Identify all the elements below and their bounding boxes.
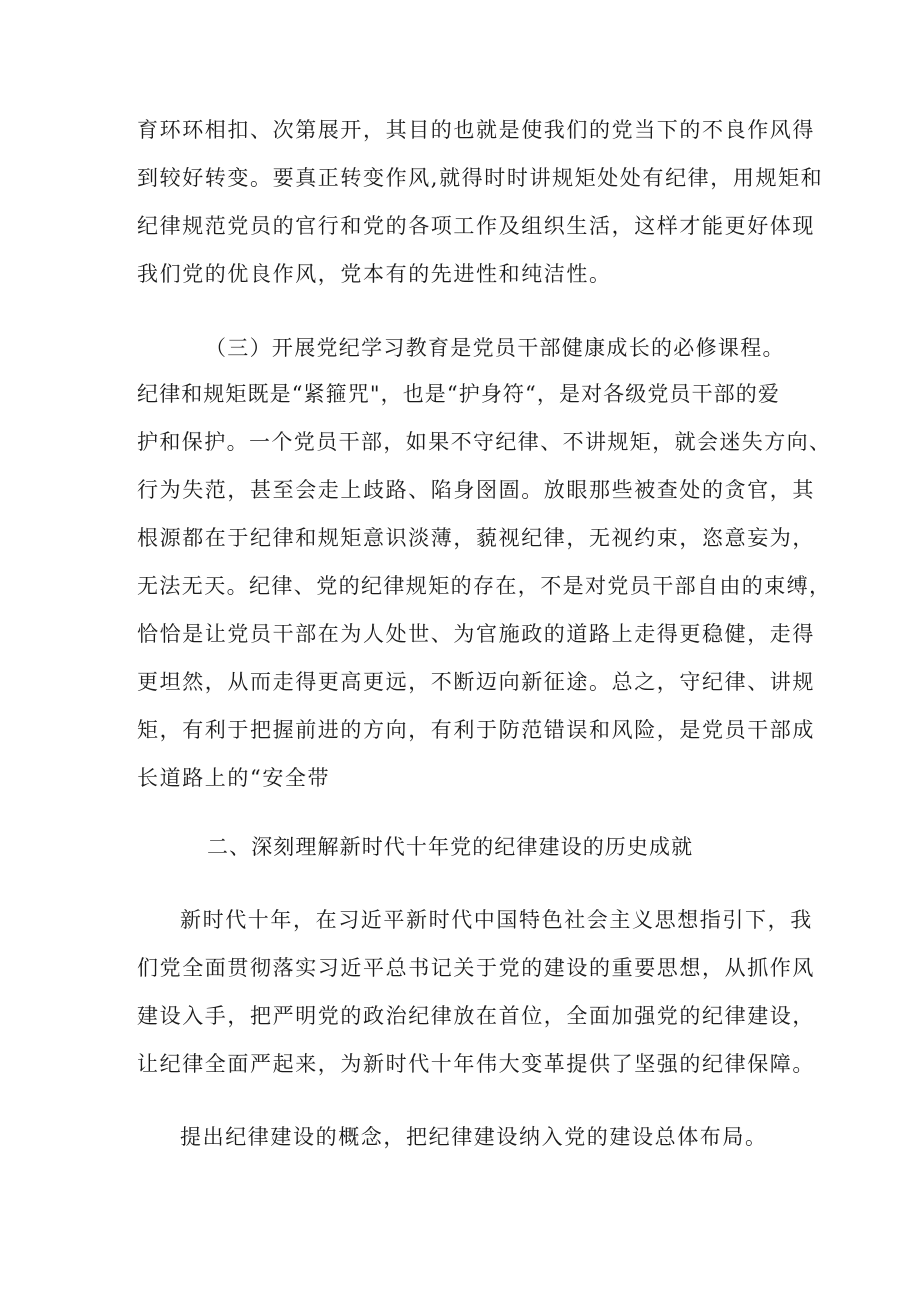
paragraph-1-line-1: 育环环相扣、次第展开，其目的也就是使我们的党当下的不良作风得	[137, 118, 815, 142]
paragraph-2-line-2: 纪律和规矩既是“紧箍咒"，也是“护身符“，是对各级党员干部的爱	[137, 382, 780, 406]
section-heading: 二、深刻理解新时代十年党的纪律建设的历史成就	[207, 835, 694, 859]
paragraph-3-line-4: 让纪律全面严起来，为新时代十年伟大变革提供了坚强的纪律保障。	[137, 1052, 815, 1076]
paragraph-2-line-5: 根源都在于纪律和规矩意识淡薄，藐视纪律，无视约束，恣意妄为，	[137, 526, 815, 550]
paragraph-3-line-2: 们党全面贯彻落实习近平总书记关于党的建设的重要思想，从抓作风	[137, 956, 815, 980]
paragraph-2-line-4: 行为失范，甚至会走上歧路、陷身囹圄。放眼那些被查处的贪官，其	[137, 478, 815, 502]
paragraph-2-line-10: 长道路上的“安全带	[137, 766, 331, 790]
paragraph-1-line-3: 纪律规范党员的官行和党的各项工作及组织生活，这样才能更好体现	[137, 214, 815, 238]
paragraph-2-line-8: 更坦然，从而走得更高更远，不断迈向新征途。总之，守纪律、讲规	[137, 670, 815, 694]
paragraph-2-line-7: 恰恰是让党员干部在为人处世、为官施政的道路上走得更稳健，走得	[137, 622, 815, 646]
paragraph-2-line-6: 无法无天。纪律、党的纪律规矩的存在，不是对党员干部自由的束缚，	[137, 574, 832, 598]
paragraph-3-line-1: 新时代十年，在习近平新时代中国特色社会主义思想指引下，我	[180, 908, 813, 932]
paragraph-2-subheading: （三）开展党纪学习教育是党员干部健康成长的必修课程。	[205, 336, 785, 360]
paragraph-1-line-2: 到较好转变。要真正转变作风,就得时时讲规矩处处有纪律，用规矩和	[137, 166, 824, 190]
paragraph-2-line-3: 护和保护。一个党员干部，如果不守纪律、不讲规矩，就会迷失方向、	[137, 430, 832, 454]
paragraph-4-line-1: 提出纪律建设的概念，把纪律建设纳入党的建设总体布局。	[180, 1125, 768, 1149]
paragraph-3-line-3: 建设入手，把严明党的政治纪律放在首位，全面加强党的纪律建设，	[137, 1004, 815, 1028]
paragraph-2-line-9: 矩，有利于把握前进的方向，有利于防范错误和风险，是党员干部成	[137, 718, 815, 742]
paragraph-1-line-4: 我们党的优良作风，党本有的先进性和纯洁性。	[137, 262, 612, 286]
